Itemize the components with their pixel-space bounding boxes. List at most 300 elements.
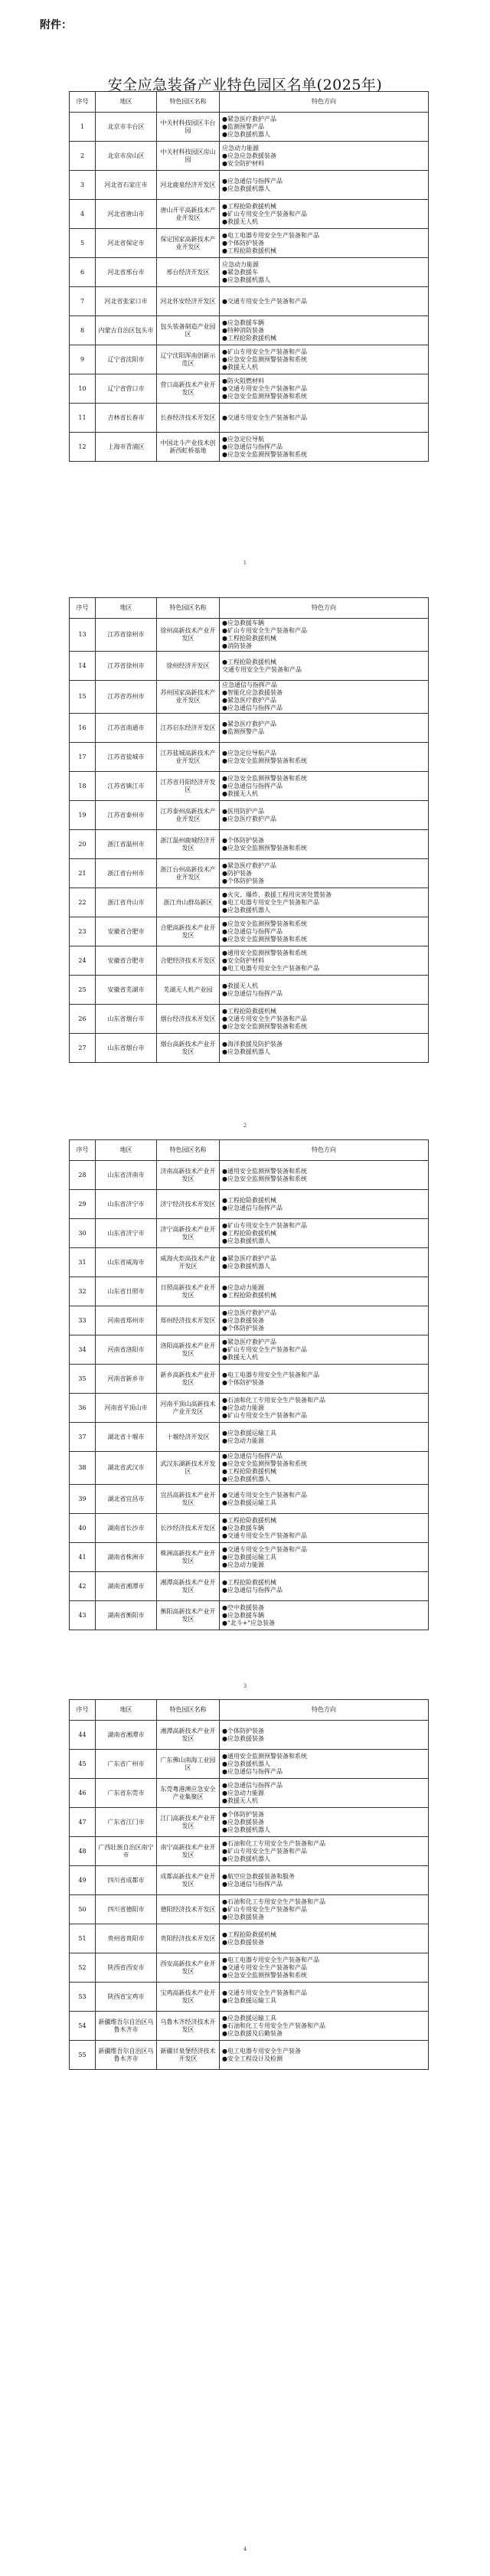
- feature-item: ●个体防护装备: [222, 239, 264, 247]
- feature-item: ●消防装备: [222, 642, 252, 649]
- header-park-name: 特色园区名称: [157, 1700, 220, 1721]
- row-park-name: 中关村科技园区丰台园: [157, 113, 220, 142]
- feature-item: ●安全防护材料: [222, 956, 264, 964]
- row-park-name: 成都高新技术产业开发区: [157, 1866, 220, 1895]
- row-park-name: 湘潭高新技术产业开发区: [157, 1721, 220, 1750]
- feature-item: ●救援无人机: [222, 1796, 258, 1804]
- feature-item: ●应急通信与指挥产品: [222, 1880, 283, 1888]
- row-features: [220, 1485, 429, 1514]
- row-park-name: 烟台高新技术产业开发区: [157, 1034, 220, 1063]
- row-number: 36: [70, 1394, 96, 1423]
- feature-item: ●应急救援车辆: [222, 1611, 264, 1619]
- feature-item: ●应急救援机器人: [222, 1048, 270, 1055]
- table-header-row: [70, 1140, 429, 1161]
- feature-item: ●个体防护装备: [222, 877, 264, 884]
- row-number: 42: [70, 1572, 96, 1601]
- feature-item: ●应急安全监测预警装备和系统: [222, 392, 307, 400]
- row-number: 35: [70, 1365, 96, 1394]
- feature-item: ●交通专用安全生产装备和产品: [222, 1963, 307, 1971]
- feature-item: ●交通专用安全生产装备和产品: [222, 1491, 307, 1499]
- row-park-name: 徐州高新技术产业开发区: [157, 619, 220, 652]
- header-no: 序号: [70, 92, 96, 113]
- row-region: 河南省平顶山市: [96, 1394, 157, 1423]
- header-park-name: 特色园区名称: [157, 1140, 220, 1161]
- row-features: [220, 1572, 429, 1601]
- feature-item: ●工程抢险救援机械: [222, 1007, 276, 1015]
- table-row: [70, 1219, 429, 1248]
- row-number: 55: [70, 2041, 96, 2070]
- row-number: 26: [70, 1005, 96, 1034]
- feature-item: ●工程抢险救援机械: [222, 247, 276, 254]
- table-row: [70, 1452, 429, 1485]
- row-features: [220, 1277, 429, 1306]
- feature-item: ●电工电器专用安全生产装备和产品: [222, 898, 319, 906]
- feature-item: ●矿山专用安全生产装备和产品: [222, 210, 307, 217]
- feature-item: ●应急救援机器人: [222, 185, 270, 192]
- row-park-name: 宜昌高新技术产业开发区: [157, 1485, 220, 1514]
- feature-item: ●应急医疗救护产品: [222, 1309, 276, 1316]
- row-number: 54: [70, 2012, 96, 2041]
- feature-item: ●医用防护产品: [222, 807, 264, 815]
- feature-item: ●应急通信与指挥产品: [222, 1767, 283, 1775]
- row-park-name: 河北鹿泉经济开发区: [157, 171, 220, 200]
- row-park-name: 十堰经济开发区: [157, 1423, 220, 1452]
- feature-item: ●通用安全监测预警装备和系统: [222, 1752, 307, 1760]
- table-row: [70, 1866, 429, 1895]
- row-features: [220, 2012, 429, 2041]
- feature-item: ●应急通信与指挥产品: [222, 443, 283, 450]
- table-row: [70, 801, 429, 830]
- row-features: [220, 1005, 429, 1034]
- row-number: 32: [70, 1277, 96, 1306]
- feature-item: ●应急救援车辆: [222, 319, 264, 326]
- row-features: [220, 1601, 429, 1630]
- row-features: [220, 200, 429, 229]
- feature-item: ●紧急救援车: [222, 268, 258, 276]
- row-number: 29: [70, 1190, 96, 1219]
- feature-item: ●紧急医疗救护产品: [222, 861, 276, 869]
- feature-item: ●应急定位导航: [222, 435, 264, 443]
- row-features: [220, 1365, 429, 1394]
- row-features: [220, 113, 429, 142]
- table-header-row: [70, 1700, 429, 1721]
- row-number: 23: [70, 917, 96, 946]
- row-park-name: 日照高新技术产业开发区: [157, 1277, 220, 1306]
- table-row: [70, 1190, 429, 1219]
- row-region: 陕西省西安市: [96, 1953, 157, 1983]
- feature-item: ●工程抢险救援机械: [222, 1578, 276, 1586]
- row-park-name: 济宁高新技术产业开发区: [157, 1219, 220, 1248]
- row-number: 27: [70, 1034, 96, 1063]
- row-features: [220, 801, 429, 830]
- row-region: 河北省邢台市: [96, 258, 157, 287]
- feature-item: ●应急动力能源: [222, 1561, 264, 1568]
- table-row: [70, 1423, 429, 1452]
- row-region: 山东省日照市: [96, 1277, 157, 1306]
- table-row: [70, 1277, 429, 1306]
- row-features: [220, 1721, 429, 1750]
- table-row: [70, 200, 429, 229]
- row-region: 江苏省南通市: [96, 714, 157, 743]
- table-row: [70, 652, 429, 681]
- row-features: [220, 1335, 429, 1365]
- row-number: 22: [70, 888, 96, 917]
- row-park-name: 济宁经济技术开发区: [157, 1190, 220, 1219]
- feature-item: ●应急通信与指挥产品: [222, 704, 283, 711]
- feature-item: ●应急通信与指挥产品: [222, 1453, 283, 1460]
- document-title: 安全应急装备产业特色园区名单(2025年): [107, 77, 383, 93]
- feature-item: ●应急救援及后勤装备: [222, 2029, 283, 2037]
- row-features: [220, 917, 429, 946]
- row-features: [220, 976, 429, 1005]
- row-number: 38: [70, 1452, 96, 1485]
- table-row: [70, 1983, 429, 2012]
- annex-label: 附件：: [40, 19, 72, 31]
- row-number: 49: [70, 1866, 96, 1895]
- table-row: [70, 619, 429, 652]
- feature-item: ●个体防护装备: [222, 836, 264, 844]
- feature-item: ●紧急医疗救护产品: [222, 115, 276, 123]
- feature-item: ●矿山专用安全生产装备和产品: [222, 348, 307, 355]
- row-number: 41: [70, 1543, 96, 1572]
- row-features: [220, 1837, 429, 1866]
- feature-item: ●应急救援机器人: [222, 1237, 270, 1244]
- feature-item: ●紧急医疗救护产品: [222, 697, 276, 704]
- table-row: [70, 1953, 429, 1983]
- feature-item: ●救援无人机: [222, 1353, 258, 1361]
- table-row: [70, 1335, 429, 1365]
- page-number: 4: [243, 2546, 247, 2552]
- table-row: [70, 1485, 429, 1514]
- row-features: [220, 743, 429, 772]
- table-row: [70, 1514, 429, 1543]
- row-park-name: 新疆甘泉堡经济技术开发区: [157, 2041, 220, 2070]
- table-row: [70, 859, 429, 888]
- feature-item: ●安全防护材料: [222, 159, 264, 167]
- park-list-table: [69, 91, 429, 462]
- table-header-row: [70, 598, 429, 619]
- row-features: [220, 1895, 429, 1924]
- row-park-name: 洛阳高新技术产业开发区: [157, 1335, 220, 1365]
- row-features: [220, 1306, 429, 1335]
- row-park-name: 南宁高新技术产业开发区: [157, 1837, 220, 1866]
- page-number: 1: [243, 560, 247, 566]
- row-region: 河北省石家庄市: [96, 171, 157, 200]
- row-park-name: 江苏泰州高新技术产业开发区: [157, 801, 220, 830]
- row-number: 46: [70, 1779, 96, 1808]
- row-region: 湖北省武汉市: [96, 1452, 157, 1485]
- feature-item: ●应急救援机器人: [222, 1760, 270, 1767]
- row-number: 33: [70, 1306, 96, 1335]
- row-region: 新疆维吾尔自治区乌鲁木齐市: [96, 2041, 157, 2070]
- table-row: [70, 2012, 429, 2041]
- feature-item: ●应急救援机器人: [222, 130, 270, 138]
- page-number: 3: [243, 1683, 247, 1689]
- table-row: [70, 1572, 429, 1601]
- row-region: 江苏省镇江市: [96, 772, 157, 801]
- row-number: 2: [70, 142, 96, 171]
- row-features: [220, 316, 429, 345]
- feature-item: ●应急安全监测预警装备和系统: [222, 935, 307, 943]
- table-header-row: [70, 92, 429, 113]
- feature-item: ●应急动力能源: [222, 1404, 264, 1411]
- row-number: 34: [70, 1335, 96, 1365]
- row-features: [220, 1190, 429, 1219]
- feature-item: ●应急动力能源: [222, 1283, 264, 1291]
- page-number: 2: [243, 1123, 247, 1129]
- row-number: 19: [70, 801, 96, 830]
- row-park-name: 保定国家高新技术产业开发区: [157, 229, 220, 258]
- feature-item: ●火灾、爆炸、救援工程用灾害处置装备: [222, 891, 332, 898]
- header-park-name: 特色园区名称: [157, 598, 220, 619]
- row-park-name: 德阳经济技术开发区: [157, 1895, 220, 1924]
- table-row: [70, 404, 429, 433]
- row-number: 12: [70, 433, 96, 462]
- row-region: 江苏省盐城市: [96, 743, 157, 772]
- feature-item: ●工程抢险救援机械: [222, 1516, 276, 1524]
- table-row: [70, 1924, 429, 1953]
- row-region: 山东省烟台市: [96, 1034, 157, 1063]
- row-park-name: 江苏启东经济开发区: [157, 714, 220, 743]
- table-row: [70, 1837, 429, 1866]
- feature-item: ●应急通信与指挥产品: [222, 1781, 283, 1789]
- feature-item: ●工程抢险救援机械: [222, 1229, 276, 1237]
- feature-item: ●矿山专用安全生产装备和产品: [222, 1221, 307, 1229]
- feature-item: ●应急通信与指挥产品: [222, 1204, 283, 1211]
- feature-item: ●应急通信与指挥产品: [222, 989, 283, 997]
- feature-item: ●矿山专用安全生产装备和产品: [222, 1847, 307, 1855]
- row-features: [220, 1779, 429, 1808]
- feature-item: ●应急安全监测预警装备和系统: [222, 1971, 307, 1979]
- feature-item: ●电工电器专用安全生产装备和产品: [222, 964, 319, 972]
- feature-item: ●应急通信与指挥产品: [222, 177, 283, 185]
- row-region: 河北省唐山市: [96, 200, 157, 229]
- header-region: 地区: [96, 1700, 157, 1721]
- row-region: 广东省东莞市: [96, 1779, 157, 1808]
- row-region: 北京市丰台区: [96, 113, 157, 142]
- row-region: 湖北省十堰市: [96, 1423, 157, 1452]
- feature-item: ●安全工程设计及检测: [222, 2055, 283, 2062]
- feature-item: ●应急救援运输工具: [222, 1996, 276, 2004]
- row-park-name: 邢台经济开发区: [157, 258, 220, 287]
- feature-item: ●应急安全监测预警装备和系统: [222, 1460, 307, 1467]
- row-park-name: 湘潭高新技术产业开发区: [157, 1572, 220, 1601]
- row-region: 河南省洛阳市: [96, 1335, 157, 1365]
- row-park-name: 唐山开平高新技术产业开发区: [157, 200, 220, 229]
- feature-item: ●工程抢险救援机械: [222, 1930, 276, 1938]
- park-list-table: [69, 597, 429, 1063]
- row-park-name: 浙江台州高新技术产业开发区: [157, 859, 220, 888]
- row-features: [220, 830, 429, 859]
- feature-item: ●应急通信与指挥产品: [222, 927, 283, 935]
- row-number: 45: [70, 1750, 96, 1779]
- row-number: 4: [70, 200, 96, 229]
- row-region: 广西壮族自治区南宁市: [96, 1837, 157, 1866]
- row-features: [220, 142, 429, 171]
- table-row: [70, 1721, 429, 1750]
- row-region: 江苏省泰州市: [96, 801, 157, 830]
- row-number: 21: [70, 859, 96, 888]
- feature-item: ●应急动力能源: [222, 1437, 264, 1444]
- feature-item: ●应急救援运输工具: [222, 1429, 276, 1437]
- row-number: 16: [70, 714, 96, 743]
- table-row: [70, 743, 429, 772]
- feature-item: ●应急救援装备: [222, 1316, 264, 1324]
- row-park-name: 贵阳经济技术开发区: [157, 1924, 220, 1953]
- feature-item: ●工程抢险救援机械: [222, 635, 276, 642]
- feature-item: ●应急安全监测预警装备和系统: [222, 774, 307, 782]
- feature-item: ●石油和化工专用安全生产装备和产品: [222, 1839, 325, 1847]
- row-number: 39: [70, 1485, 96, 1514]
- row-features: [220, 1219, 429, 1248]
- row-region: 江苏省苏州市: [96, 681, 157, 714]
- row-region: 山东省济宁市: [96, 1190, 157, 1219]
- row-features: [220, 258, 429, 287]
- park-list-table: [69, 1139, 429, 1630]
- row-number: 11: [70, 404, 96, 433]
- row-number: 18: [70, 772, 96, 801]
- row-region: 湖南省湘潭市: [96, 1572, 157, 1601]
- feature-item: ●航空应急救援装备和服务: [222, 1872, 295, 1880]
- feature-item: ●矿山专用安全生产装备和产品: [222, 1345, 307, 1353]
- row-park-name: 芜湖无人机产业园: [157, 976, 220, 1005]
- table-row: [70, 946, 429, 976]
- table-row: [70, 1161, 429, 1190]
- row-region: 江苏省徐州市: [96, 652, 157, 681]
- row-region: 河南省新乡市: [96, 1365, 157, 1394]
- row-park-name: 威海火炬高技术产业开发区: [157, 1248, 220, 1277]
- row-park-name: 株洲高新技术产业开发区: [157, 1543, 220, 1572]
- row-region: 安徽省合肥市: [96, 917, 157, 946]
- feature-item: ●电工电器专用安全生产装备和产品: [222, 1956, 319, 1963]
- row-park-name: 浙江温州鹿城经济开发区: [157, 830, 220, 859]
- row-park-name: 广东佛山南海工业园区: [157, 1750, 220, 1779]
- row-number: 8: [70, 316, 96, 345]
- header-region: 地区: [96, 92, 157, 113]
- row-park-name: 河北怀安经济开发区: [157, 287, 220, 316]
- row-park-name: 营口高新技术产业开发区: [157, 374, 220, 404]
- header-features: 特色方向: [220, 1700, 429, 1721]
- row-region: 湖南省长沙市: [96, 1514, 157, 1543]
- table-row: [70, 772, 429, 801]
- table-row: [70, 830, 429, 859]
- feature-item: ●应急救援装备: [222, 1818, 264, 1826]
- row-region: 山东省济南市: [96, 1161, 157, 1190]
- row-region: 吉林省长春市: [96, 404, 157, 433]
- row-park-name: 中关村科技园区房山园: [157, 142, 220, 171]
- feature-item: ●工程抢险救援机械: [222, 1468, 276, 1475]
- feature-item: ●应急安全监测预警装备和系统: [222, 920, 307, 927]
- table-row: [70, 316, 429, 345]
- feature-item: ●应急安全监测预警装备和系统: [222, 1175, 307, 1182]
- feature-item: ●应急救援运输工具: [222, 1553, 276, 1561]
- table-row: [70, 1248, 429, 1277]
- row-park-name: 衡阳高新技术产业开发区: [157, 1601, 220, 1630]
- row-park-name: 西安高新技术产业开发区: [157, 1953, 220, 1983]
- row-park-name: 浙江舟山群岛新区: [157, 888, 220, 917]
- row-features: [220, 2041, 429, 2070]
- row-features: [220, 714, 429, 743]
- row-features: [220, 404, 429, 433]
- table-row: [70, 1750, 429, 1779]
- feature-item: ●救援无人机: [222, 217, 258, 225]
- row-features: [220, 1394, 429, 1423]
- feature-item: ●紧急医疗救护产品: [222, 1254, 276, 1262]
- table-row: [70, 714, 429, 743]
- row-number: 17: [70, 743, 96, 772]
- row-features: [220, 229, 429, 258]
- row-features: [220, 1248, 429, 1277]
- feature-item: ●交通专用安全生产装备和产品: [222, 1532, 307, 1539]
- feature-item: ●应急救援机器人: [222, 1826, 270, 1833]
- feature-item: ●救援无人机: [222, 363, 258, 371]
- row-park-name: 河南平顶山高新技术产业开发区: [157, 1394, 220, 1423]
- row-region: 安徽省合肥市: [96, 946, 157, 976]
- header-region: 地区: [96, 598, 157, 619]
- row-park-name: 徐州经济开发区: [157, 652, 220, 681]
- feature-item: ●防火阻燃材料: [222, 377, 264, 384]
- row-number: 13: [70, 619, 96, 652]
- feature-item: ●应急救援装备: [222, 1938, 264, 1946]
- feature-item: ●特种消防装备: [222, 326, 264, 334]
- row-number: 9: [70, 345, 96, 374]
- header-no: 序号: [70, 1700, 96, 1721]
- row-park-name: 烟台经济技术开发区: [157, 1005, 220, 1034]
- row-features: [220, 345, 429, 374]
- table-row: [70, 433, 429, 462]
- feature-item: ●应急救援机器人: [222, 906, 270, 914]
- row-region: 辽宁省沈阳市: [96, 345, 157, 374]
- feature-item: ●紧急医疗救护产品: [222, 1338, 276, 1345]
- row-region: 浙江省台州市: [96, 859, 157, 888]
- row-region: 新疆维吾尔自治区乌鲁木齐市: [96, 2012, 157, 2041]
- table-row: [70, 258, 429, 287]
- feature-item: ●个体防护装备: [222, 1727, 264, 1734]
- feature-item: ●空中救援装备: [222, 1603, 264, 1611]
- table-row: [70, 1601, 429, 1630]
- row-park-name: 新乡高新技术产业开发区: [157, 1365, 220, 1394]
- row-region: 辽宁省营口市: [96, 374, 157, 404]
- feature-item: ●应急通信与指挥产品: [222, 782, 283, 789]
- row-features: [220, 1924, 429, 1953]
- table-row: [70, 681, 429, 714]
- feature-item: ●"北斗+"应急装备: [222, 1619, 276, 1626]
- row-features: [220, 619, 429, 652]
- row-features: [220, 433, 429, 462]
- row-region: 贵州省贵阳市: [96, 1924, 157, 1953]
- feature-item: ●应急救援车辆: [222, 619, 264, 626]
- table-row: [70, 1394, 429, 1423]
- table-row: [70, 229, 429, 258]
- row-park-name: 辽宁沈阳浑南创新示范区: [157, 345, 220, 374]
- header-no: 序号: [70, 598, 96, 619]
- row-features: [220, 1423, 429, 1452]
- row-region: 安徽省芜湖市: [96, 976, 157, 1005]
- table-row: [70, 1034, 429, 1063]
- row-features: [220, 946, 429, 976]
- row-number: 28: [70, 1161, 96, 1190]
- row-features: [220, 888, 429, 917]
- row-park-name: 乌鲁木齐经济技术开发区: [157, 2012, 220, 2041]
- table-row: [70, 1005, 429, 1034]
- feature-item: ●应急安全监测预警装备和系统: [222, 757, 307, 764]
- feature-item: ●应急安全监测预警装备和系统: [222, 450, 307, 458]
- feature-item: ●应急救援机器人: [222, 1855, 270, 1862]
- row-park-name: 长沙经济技术开发区: [157, 1514, 220, 1543]
- feature-item: ●矿山专用安全生产装备和产品: [222, 1905, 307, 1913]
- feature-item: ●矿山专用安全生产装备和产品: [222, 627, 307, 634]
- feature-item: 应急通信与指挥产品: [222, 682, 277, 688]
